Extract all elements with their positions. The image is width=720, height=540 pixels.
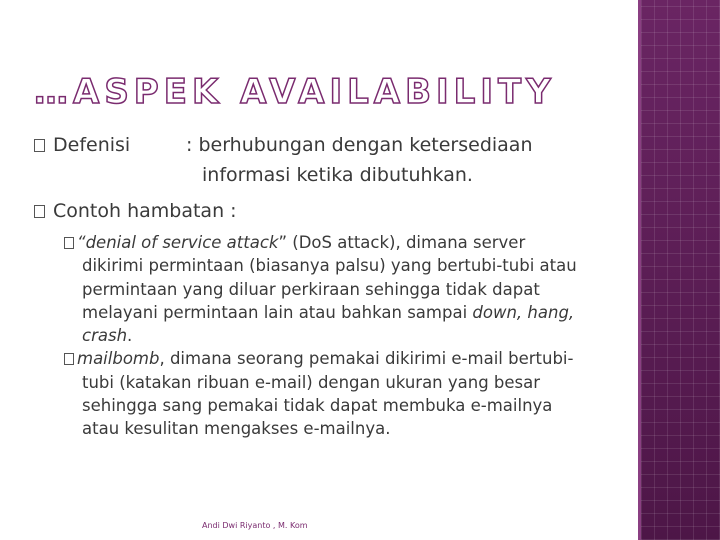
sub-list xyxy=(64,231,584,441)
dos-description: (DoS attack), dimana server dikirimi permintaan (biasanya palsu) yang bertubi-tubi atau permintaan yang diluar perkiraan sehingga tidak dapat melayani permintaan lain atau bahkan sampai xyxy=(82,233,577,322)
bullet-icon xyxy=(34,205,45,218)
contoh-row xyxy=(34,199,237,223)
defenisi-label: Defenisi xyxy=(53,134,131,156)
dos-quote-close: ” xyxy=(278,233,288,252)
mailbomb-description: , dimana seorang pemakai dikirimi e-mail bertubi-tubi (katakan ribuan e-mail) dengan ukuran yang besar sehingga sang pemakai tidak dapat membuka e-mailnya atau kesulitan mengakses e-mailnya. xyxy=(82,349,574,439)
defenisi-row xyxy=(34,133,130,157)
dos-term: denial of service attack xyxy=(85,233,279,252)
footer-author: Andi Dwi Riyanto , M. Kom xyxy=(202,521,308,530)
dos-end: . xyxy=(127,326,133,346)
mailbomb-term: mailbomb xyxy=(77,349,160,369)
sub-bullet-icon xyxy=(64,353,74,365)
sub-bullet-icon xyxy=(64,237,74,249)
slide-title: …ASPEK AVAILABILITY xyxy=(34,72,556,112)
list-item-mailbomb xyxy=(64,347,584,440)
defenisi-text-line-2: informasi ketika dibutuhkan. xyxy=(202,164,473,186)
list-item-dos xyxy=(64,231,584,347)
contoh-label: Contoh hambatan : xyxy=(53,200,237,222)
defenisi-text-line-1: : berhubungan dengan ketersediaan xyxy=(186,134,533,156)
dos-italic-tail: down, hang, crash xyxy=(82,302,575,346)
bullet-icon xyxy=(34,139,45,152)
dos-quote-open: “ xyxy=(77,233,86,252)
decorative-side-panel xyxy=(641,0,720,540)
